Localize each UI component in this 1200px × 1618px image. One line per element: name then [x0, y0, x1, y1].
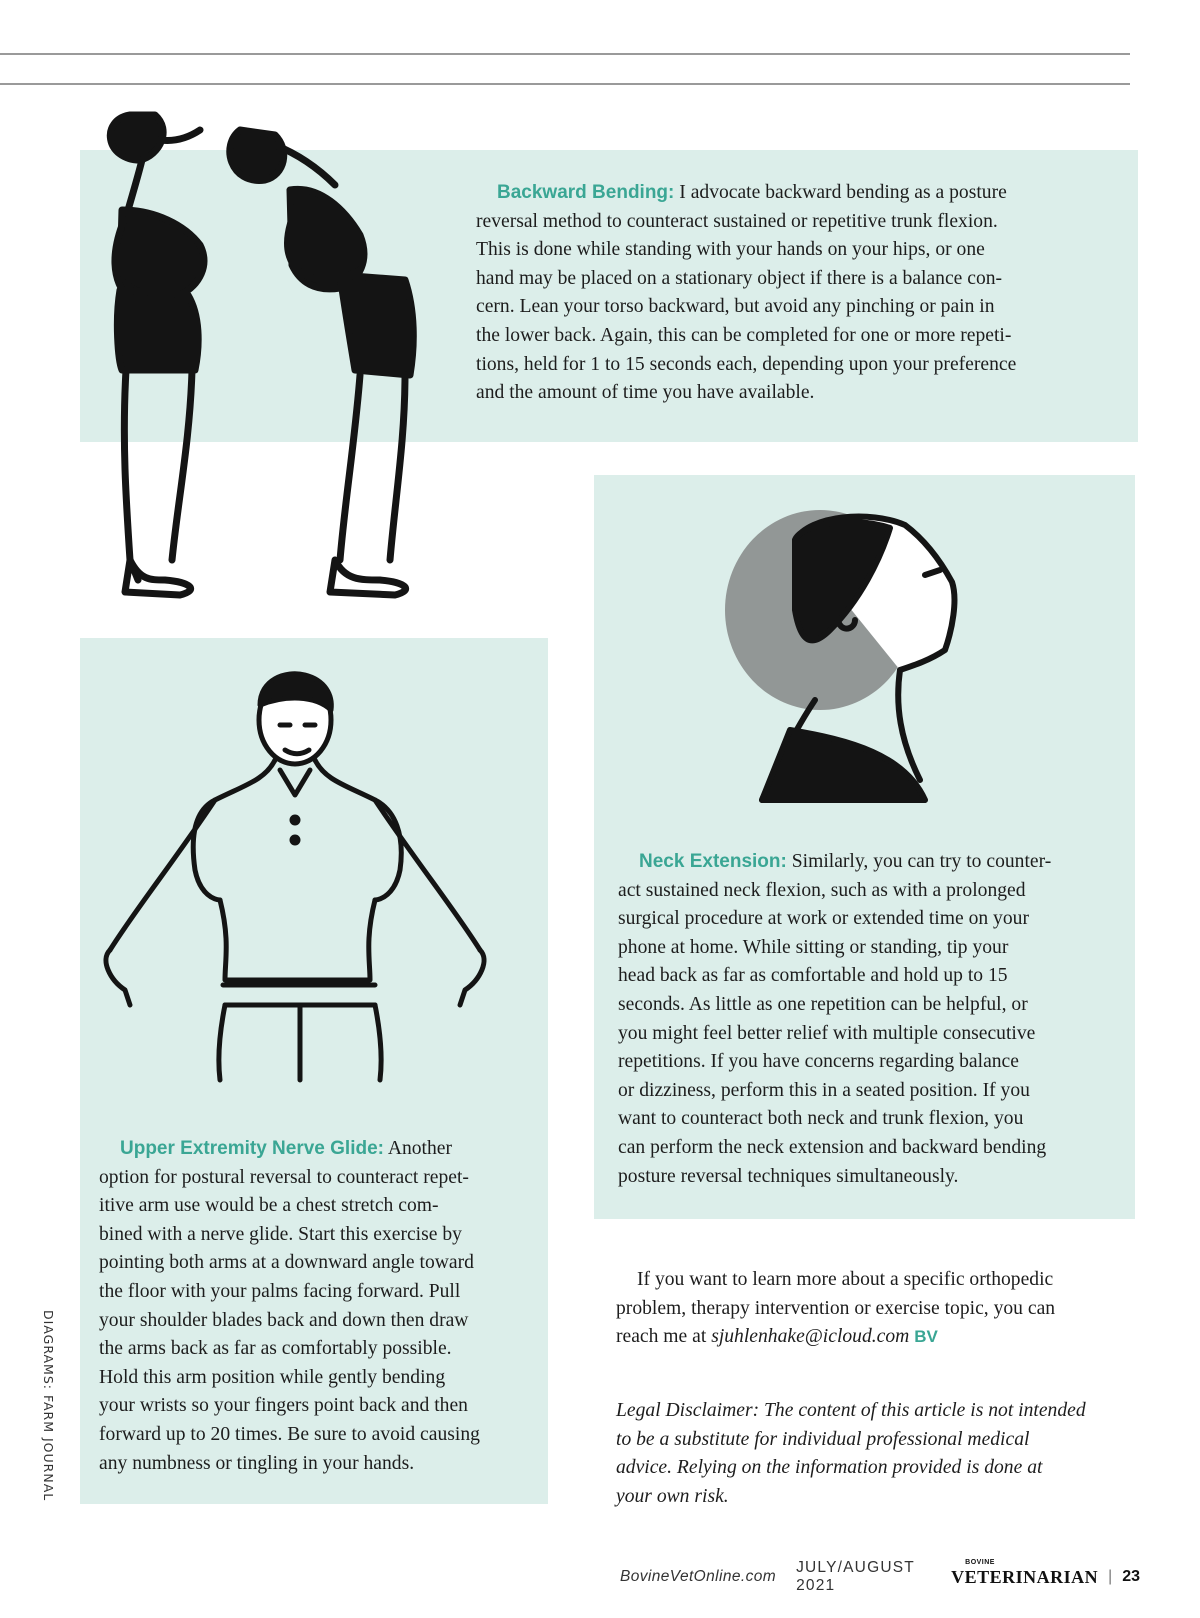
text-line: cern. Lean your torso backward, but avoid any pinching or pain in — [476, 296, 995, 318]
text-line: posture reversal techniques simultaneously. — [618, 1165, 959, 1187]
nerve-glide-heading: Upper Extremity Nerve Glide: — [120, 1138, 384, 1159]
text-line: your own risk. — [616, 1485, 729, 1507]
backward-bending-heading: Backward Bending: — [497, 182, 675, 203]
top-rule-1 — [0, 53, 1130, 55]
text-line: bined with a nerve glide. Start this exercise by — [99, 1223, 462, 1245]
page-number: 23 — [1122, 1568, 1140, 1585]
text-line: any numbness or tingling in your hands. — [99, 1452, 415, 1474]
text-line: seconds. As little as one repetition can be helpful, or — [618, 993, 1028, 1015]
text-line: forward up to 20 times. Be sure to avoid causing — [99, 1423, 480, 1445]
text-line: want to counteract both neck and trunk flexion, you — [618, 1108, 1024, 1130]
page-footer — [620, 1558, 1140, 1594]
legal-disclaimer — [616, 1397, 1136, 1511]
contact-paragraph — [616, 1266, 1136, 1352]
text-line: surgical procedure at work or extended time on your — [618, 908, 1029, 930]
text-line: option for postural reversal to counteract repet- — [99, 1166, 469, 1188]
text-line: itive arm use would be a chest stretch com- — [99, 1195, 439, 1217]
neck-extension-text — [618, 848, 1118, 1191]
text-line: tions, held for 1 to 15 seconds each, depending upon your preference — [476, 353, 1017, 375]
text-line: the floor with your palms facing forward. Pull — [99, 1280, 461, 1302]
neck-extension-illustration — [700, 500, 1000, 830]
backward-bending-text — [476, 179, 1116, 408]
text-line: the arms back as far as comfortably possible. — [99, 1338, 452, 1360]
text-line: This is done while standing with your hands on your hips, or one — [476, 239, 985, 261]
footer-site: BovineVetOnline.com — [620, 1568, 777, 1585]
logo-small-text: BOVINE — [965, 1558, 995, 1566]
neck-extension-heading: Neck Extension: — [639, 851, 787, 872]
text-line: or dizziness, perform this in a seated position. If you — [618, 1079, 1030, 1101]
text-line: Legal Disclaimer: The content of this article is not intended — [616, 1400, 1086, 1421]
backward-bending-illustration — [60, 60, 520, 620]
text-line: reach me at — [616, 1326, 712, 1348]
nerve-glide-illustration — [95, 660, 535, 1090]
text-line: to be a substitute for individual professional medical — [616, 1428, 1030, 1450]
text-line: the lower back. Again, this can be completed for one or more repeti- — [476, 324, 1012, 346]
text-line: pointing both arms at a downward angle toward — [99, 1252, 474, 1274]
text-line: hand may be placed on a stationary object if there is a balance con- — [476, 267, 1003, 289]
text-line: and the amount of time you have available. — [476, 382, 815, 404]
text-line: your wrists so your fingers point back and then — [99, 1395, 468, 1417]
magazine-logo — [951, 1558, 1099, 1588]
text-line: can perform the neck extension and backward bending — [618, 1136, 1047, 1158]
footer-separator: | — [1108, 1568, 1113, 1585]
end-mark: BV — [914, 1327, 938, 1347]
text-line: Another — [387, 1138, 453, 1159]
text-line: I advocate backward bending as a posture — [679, 182, 1007, 203]
text-line: you might feel better relief with multiple consecutive — [618, 1022, 1036, 1044]
text-line: head back as far as comfortable and hold up to 15 — [618, 965, 1008, 987]
text-line: act sustained neck flexion, such as with a prolonged — [618, 879, 1026, 901]
text-line: reversal method to counteract sustained or repetitive trunk flexion. — [476, 210, 998, 232]
text-line: phone at home. While sitting or standing, tip your — [618, 936, 1009, 958]
nerve-glide-text — [99, 1135, 539, 1478]
text-line: your shoulder blades back and down then draw — [99, 1309, 469, 1331]
diagram-credit: DIAGRAMS: FARM JOURNAL — [41, 1310, 56, 1502]
logo-main-text: VETERINARIAN — [951, 1566, 1099, 1587]
text-line: Hold this arm position while gently bending — [99, 1366, 446, 1388]
footer-date: JULY/AUGUST 2021 — [796, 1559, 915, 1594]
email-link[interactable]: sjuhlenhake@icloud.com — [711, 1326, 910, 1348]
text-line: problem, therapy intervention or exercise topic, you can — [616, 1297, 1056, 1319]
text-line: advice. Relying on the information provided is done at — [616, 1457, 1043, 1479]
text-line: repetitions. If you have concerns regarding balance — [618, 1051, 1019, 1073]
text-line: Similarly, you can try to counter- — [791, 851, 1052, 872]
text-line: If you want to learn more about a specific orthopedic — [637, 1269, 1054, 1290]
